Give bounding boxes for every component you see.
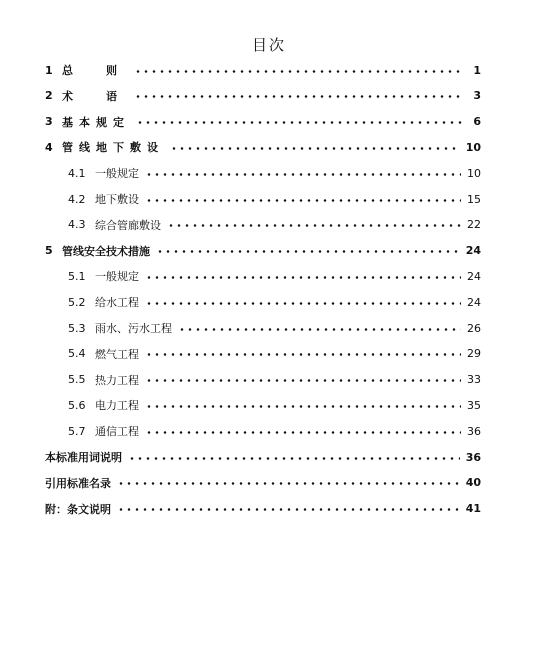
toc-entry-label: 管线地下敷设 xyxy=(62,141,164,155)
toc-entry xyxy=(68,395,481,415)
toc-entry-page-number: 24 xyxy=(467,269,481,283)
toc-entry-page-number: 10 xyxy=(467,166,481,180)
dot-leader xyxy=(156,250,460,253)
toc-entry-page-number: 35 xyxy=(467,398,481,412)
toc-entry-page-number: 3 xyxy=(473,89,481,103)
toc-entry-label: 本标准用词说明 xyxy=(45,451,122,464)
toc-entry xyxy=(45,241,481,261)
dot-leader xyxy=(145,173,461,176)
dot-leader xyxy=(128,457,460,460)
toc-entry-label: 管线安全技术措施 xyxy=(62,244,150,258)
toc-entry xyxy=(45,499,481,519)
toc-entry-number: 4.3 xyxy=(68,218,86,232)
toc-entry xyxy=(68,370,481,390)
toc-entry-label: 雨水、污水工程 xyxy=(95,322,172,335)
toc-entry xyxy=(68,163,481,183)
toc-entry-label: 通信工程 xyxy=(95,425,139,439)
toc-entry xyxy=(45,447,481,467)
dot-leader xyxy=(136,121,463,124)
toc-entry xyxy=(45,112,481,132)
toc-entry-label: 热力工程 xyxy=(95,373,139,387)
toc-entry-label: 电力工程 xyxy=(95,399,139,413)
toc-entry-number: 4.1 xyxy=(68,166,86,180)
toc-entry-page-number: 22 xyxy=(467,218,481,232)
dot-leader xyxy=(170,147,460,150)
toc-entry-label: 总 则 xyxy=(62,64,128,77)
page-title: 目次 xyxy=(251,36,286,54)
toc-entry xyxy=(68,189,481,209)
toc-entry-label: 附：条文说明 xyxy=(45,502,111,516)
dot-leader xyxy=(145,379,461,382)
toc-entry-page-number: 40 xyxy=(465,476,481,490)
toc-entry xyxy=(45,60,481,80)
dot-leader xyxy=(117,508,460,511)
toc-entry-number: 5 xyxy=(45,244,53,258)
toc-entry-page-number: 24 xyxy=(467,295,481,309)
toc-entry xyxy=(68,344,481,364)
dot-leader xyxy=(145,199,461,202)
toc-entry-page-number: 24 xyxy=(465,244,481,258)
toc-entry xyxy=(45,137,481,157)
toc-entry xyxy=(68,421,481,441)
toc-entry-label: 一般规定 xyxy=(95,167,139,181)
toc-entry-number: 5.1 xyxy=(68,269,86,283)
toc-entry-page-number: 41 xyxy=(465,502,481,516)
toc-entry-page-number: 36 xyxy=(467,424,481,438)
toc-entry-number: 5.6 xyxy=(68,398,86,412)
toc-entry-page-number: 29 xyxy=(467,347,481,361)
toc-entry-number: 1 xyxy=(45,63,53,77)
toc-entry xyxy=(68,215,481,235)
toc-entry-page-number: 15 xyxy=(467,192,481,206)
toc-entry-page-number: 1 xyxy=(473,63,481,77)
dot-leader xyxy=(134,95,463,98)
toc-entry-number: 4.2 xyxy=(68,192,86,206)
toc-entry xyxy=(68,292,481,312)
toc-entry xyxy=(45,473,481,493)
dot-leader xyxy=(145,302,461,305)
toc-entry-number: 2 xyxy=(45,89,53,103)
toc-entry xyxy=(68,266,481,286)
dot-leader xyxy=(117,482,460,485)
toc-entry-number: 5.7 xyxy=(68,424,86,438)
toc-entry-number: 4 xyxy=(45,140,53,154)
toc-entry xyxy=(68,318,481,338)
toc-entry xyxy=(45,86,481,106)
toc-entry-label: 术 语 xyxy=(62,89,128,103)
dot-leader xyxy=(178,328,461,331)
toc-entry-label: 燃气工程 xyxy=(95,347,139,361)
dot-leader xyxy=(145,276,461,279)
toc-entry-label: 地下敷设 xyxy=(95,193,139,206)
toc-entry-label: 基本规定 xyxy=(62,115,130,129)
dot-leader xyxy=(145,405,461,408)
toc-entry-label: 给水工程 xyxy=(95,296,139,310)
toc-entry-label: 引用标准名录 xyxy=(45,476,111,490)
toc-entry-number: 5.3 xyxy=(68,321,86,335)
toc-entry-label: 综合管廊敷设 xyxy=(95,218,161,232)
dot-leader xyxy=(145,353,461,356)
toc-entry-page-number: 33 xyxy=(467,373,481,387)
dot-leader xyxy=(134,70,463,73)
dot-leader xyxy=(167,224,461,227)
toc-entry-page-number: 36 xyxy=(465,450,481,464)
toc-entry-page-number: 10 xyxy=(465,140,481,154)
toc-entry-number: 3 xyxy=(45,115,53,129)
toc-entry-label: 一般规定 xyxy=(95,270,139,284)
toc-entry-number: 5.5 xyxy=(68,373,86,387)
toc-entry-number: 5.4 xyxy=(68,347,86,361)
dot-leader xyxy=(145,431,461,434)
toc-entry-page-number: 6 xyxy=(473,115,481,129)
toc-entry-number: 5.2 xyxy=(68,295,86,309)
toc-entry-page-number: 26 xyxy=(467,321,481,335)
